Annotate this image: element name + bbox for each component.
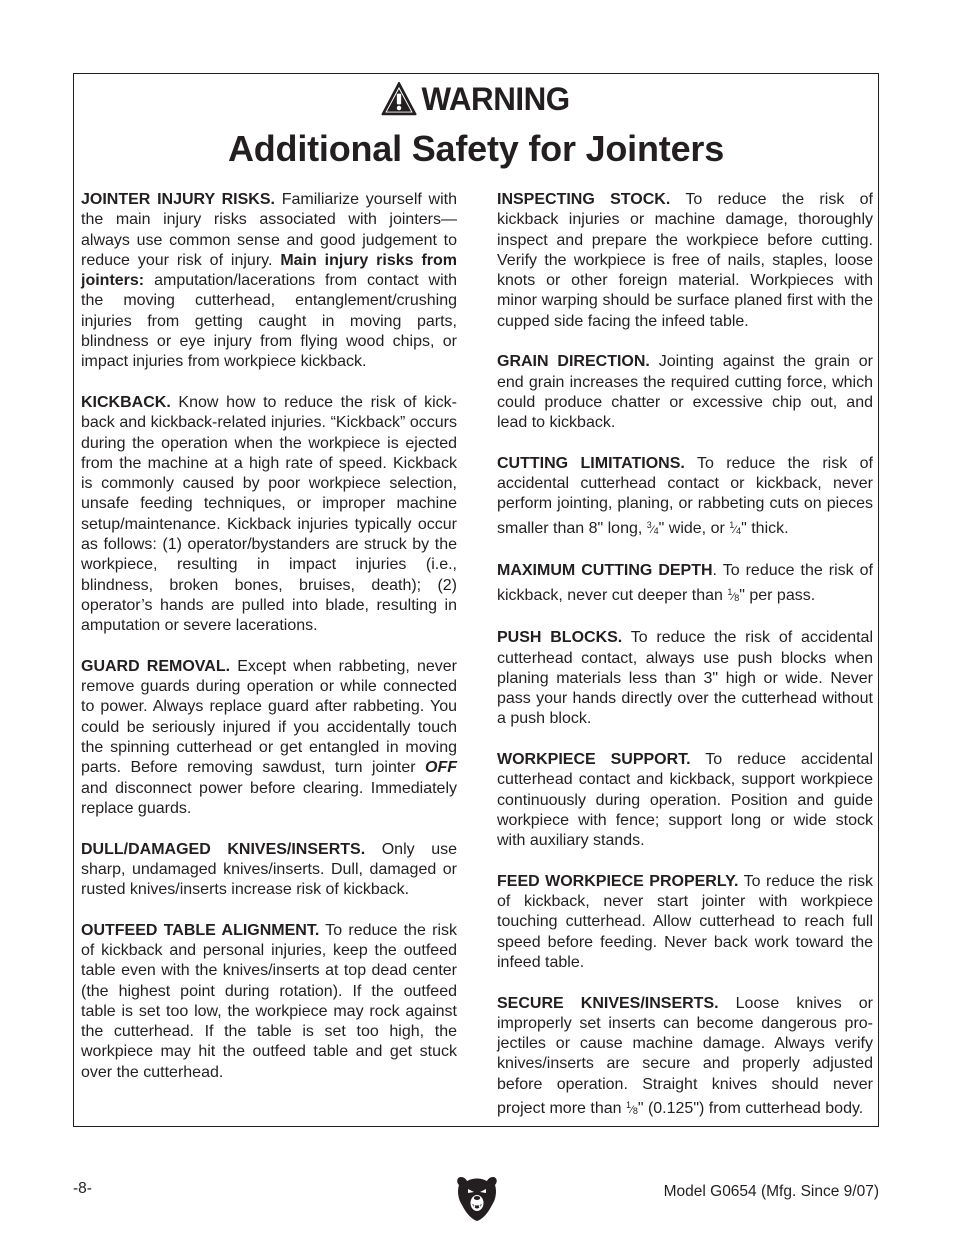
- paragraph-secure-knives-inserts: [497, 994, 873, 1122]
- paragraph-heading: MAXIMUM CUTTING DEPTH: [497, 562, 713, 580]
- paragraph-text: Only use sharp, undamaged knives/inserts. Dull, damaged or rusted knives/inserts increase risk of kickback.: [81, 840, 458, 899]
- paragraph-text: To reduce the risk of accidental cutterhead contact or kickback, never perform jointing, planing, or rabbeting cuts on pieces smaller than 8" long,: [497, 454, 874, 537]
- paragraph-text: " (0.125") from cutterhead body.: [637, 1100, 864, 1118]
- paragraph-heading: INSPECTING STOCK.: [497, 191, 671, 208]
- fraction: $^1⁄_8$: [727, 586, 740, 603]
- paragraph-heading: SECURE KNIVES/INSERTS.: [497, 994, 719, 1012]
- paragraph-text: " per pass.: [739, 586, 816, 604]
- paragraph-bold-text: Main injury risks from jointers:: [81, 251, 457, 290]
- paragraph-text: Except when rabbeting, never remove guards during operation or while connected to power. Always replace guard after rabbeting. You could be seriously injured if you accidentally touch the spinning cutterhead or get entangled in moving parts. Before removing sawdust, turn jointer: [81, 657, 457, 777]
- bear-head-logo-icon: [455, 1173, 499, 1223]
- paragraph-inspecting-stock: [497, 190, 873, 332]
- paragraph-heading: OUTFEED TABLE ALIGNMENT.: [81, 921, 320, 939]
- paragraph-text: Know how to reduce the risk of kickback and kickback-related injuries. “Kickback” occurs during the operation when the workpiece is ejected from the machine at a high rate of speed. Kickback is commonly caused by poor workpiece selection, unsafe feeding techniques, or improper machine setup/maintenance. Kickback injuries typically occur as follows: (1) operator/bystanders are struck by the workpiece, resulting in impact injuries (i.e., blindness, broken bones, bruises, death); (2) operator’s hands are pulled into blade, resulting in amputation or severe lacerations.: [81, 393, 457, 635]
- paragraph-kickback: [81, 393, 457, 637]
- paragraph-text: " wide, or: [658, 519, 730, 537]
- paragraph-feed-workpiece-properly: [497, 872, 873, 973]
- paragraph-heading: GRAIN DIRECTION.: [497, 353, 650, 371]
- paragraph-dull-damaged-knives: [81, 840, 457, 901]
- fraction-denominator: 4: [736, 525, 742, 536]
- warning-header: [74, 81, 878, 118]
- warning-triangle-icon: [381, 81, 417, 117]
- paragraph-guard-removal: [81, 657, 457, 819]
- paragraph-heading: PUSH BLOCKS.: [497, 629, 623, 647]
- warning-label: WARNING: [421, 81, 570, 117]
- paragraph-heading: JOINTER INJURY RISKS.: [81, 191, 275, 208]
- paragraph-push-blocks: [497, 628, 873, 729]
- paragraph-outfeed-table-alignment: [81, 921, 457, 1083]
- paragraph-text: Loose knives or improperly set inserts can become dangerous projectiles or cause machine damage. Always verify knives/inserts are secure and properly adjusted before operation. Straight knives should never project more than: [497, 994, 873, 1118]
- paragraph-text: Jointing against the grain or end grain increases the required cutting force, which could produce chatter or excessive chip out, and lead to kickback.: [497, 353, 873, 432]
- paragraph-text: Familiarize yourself with the main injury risks associated with jointers—always use common sense and good judgement to reduce your risk of injury.: [81, 191, 458, 269]
- fraction-numerator: 1: [727, 586, 733, 597]
- page-title: Additional Safety for Jointers: [227, 128, 725, 169]
- paragraph-heading: FEED WORKPIECE PROPERLY.: [497, 872, 739, 890]
- paragraph-text: " thick.: [741, 519, 789, 537]
- paragraph-workpiece-support: [497, 750, 873, 851]
- fraction: $^3⁄_4$: [646, 519, 659, 536]
- paragraph-maximum-cutting-depth: [497, 561, 873, 608]
- fraction-denominator: 8: [632, 1106, 638, 1117]
- fraction-numerator: 3: [646, 519, 652, 530]
- paragraph-emphasis: OFF: [425, 759, 457, 777]
- paragraph-heading: KICKBACK.: [81, 393, 171, 411]
- page-number: -8-: [73, 1180, 92, 1197]
- warning-box: [73, 73, 879, 1127]
- right-column: [497, 190, 873, 1142]
- paragraph-text: To reduce the risk of kickback, never start jointer with workpiece touching cutterhead. Allow cutterhead to reach full speed before feeding. Never back work toward the infeed table.: [497, 872, 874, 971]
- fraction-denominator: 8: [734, 592, 740, 603]
- model-label: Model G0654 (Mfg. Since 9/07): [663, 1183, 879, 1200]
- paragraph-text: To reduce the risk of kickback injuries or machine damage, thoroughly inspect and prepare the workpiece before cutting. Verify the workpiece is free of nails, staples, loose knots or other foreign material. Workpieces with minor warping should be surface planed first with the cupped side facing the infeed table.: [497, 191, 874, 330]
- fraction-denominator: 4: [653, 525, 659, 536]
- fraction: $^1⁄_4$: [729, 519, 742, 536]
- paragraph-cutting-limitations: [497, 454, 873, 541]
- paragraph-text: amputation/lacerations from contact with the moving cutterhead, entanglement/crushing injuries from getting caught in moving parts, blindness or eye injury from flying wood chips, or impact injuries from workpiece kickback.: [81, 272, 457, 371]
- paragraph-text: . To reduce the risk of kickback, never cut deeper than: [497, 562, 873, 604]
- paragraph-text: and disconnect power before clearing. Immediately replace guards.: [81, 779, 457, 817]
- left-column: [81, 190, 457, 1103]
- paragraph-heading: CUTTING LIMITATIONS.: [497, 454, 685, 472]
- paragraph-grain-direction: [497, 352, 873, 433]
- fraction-numerator: 1: [729, 519, 735, 530]
- paragraph-heading: WORKPIECE SUPPORT.: [497, 751, 691, 769]
- fraction-numerator: 1: [625, 1100, 631, 1111]
- paragraph-text: To reduce the risk of kickback and personal injuries, keep the outfeed table even with the knives/inserts at top dead center (the highest point during rotation). If the outfeed table is set too low, the workpiece may rock against the cutterhead. If the table is set too high, the workpiece may hit the outfeed table and get stuck over the cutterhead.: [81, 921, 458, 1081]
- paragraph-jointer-injury-risks: [81, 190, 457, 373]
- paragraph-heading: DULL/DAMAGED KNIVES/INSERTS.: [81, 840, 366, 858]
- paragraph-heading: GUARD REMOVAL.: [81, 657, 231, 675]
- fraction: $^1⁄_8$: [625, 1100, 638, 1117]
- paragraph-text: To reduce accidental cutterhead contact and kickback, support workpiece continuously during operation. Position and guide workpiece with fence; support long or wide stock with auxiliary stands.: [497, 751, 873, 850]
- paragraph-text: To reduce the risk of accidental cutterhead contact, always use push blocks when planing materials less than 3" high or wide. Never pass your hands directly over the cutterhead without a push block.: [497, 629, 874, 728]
